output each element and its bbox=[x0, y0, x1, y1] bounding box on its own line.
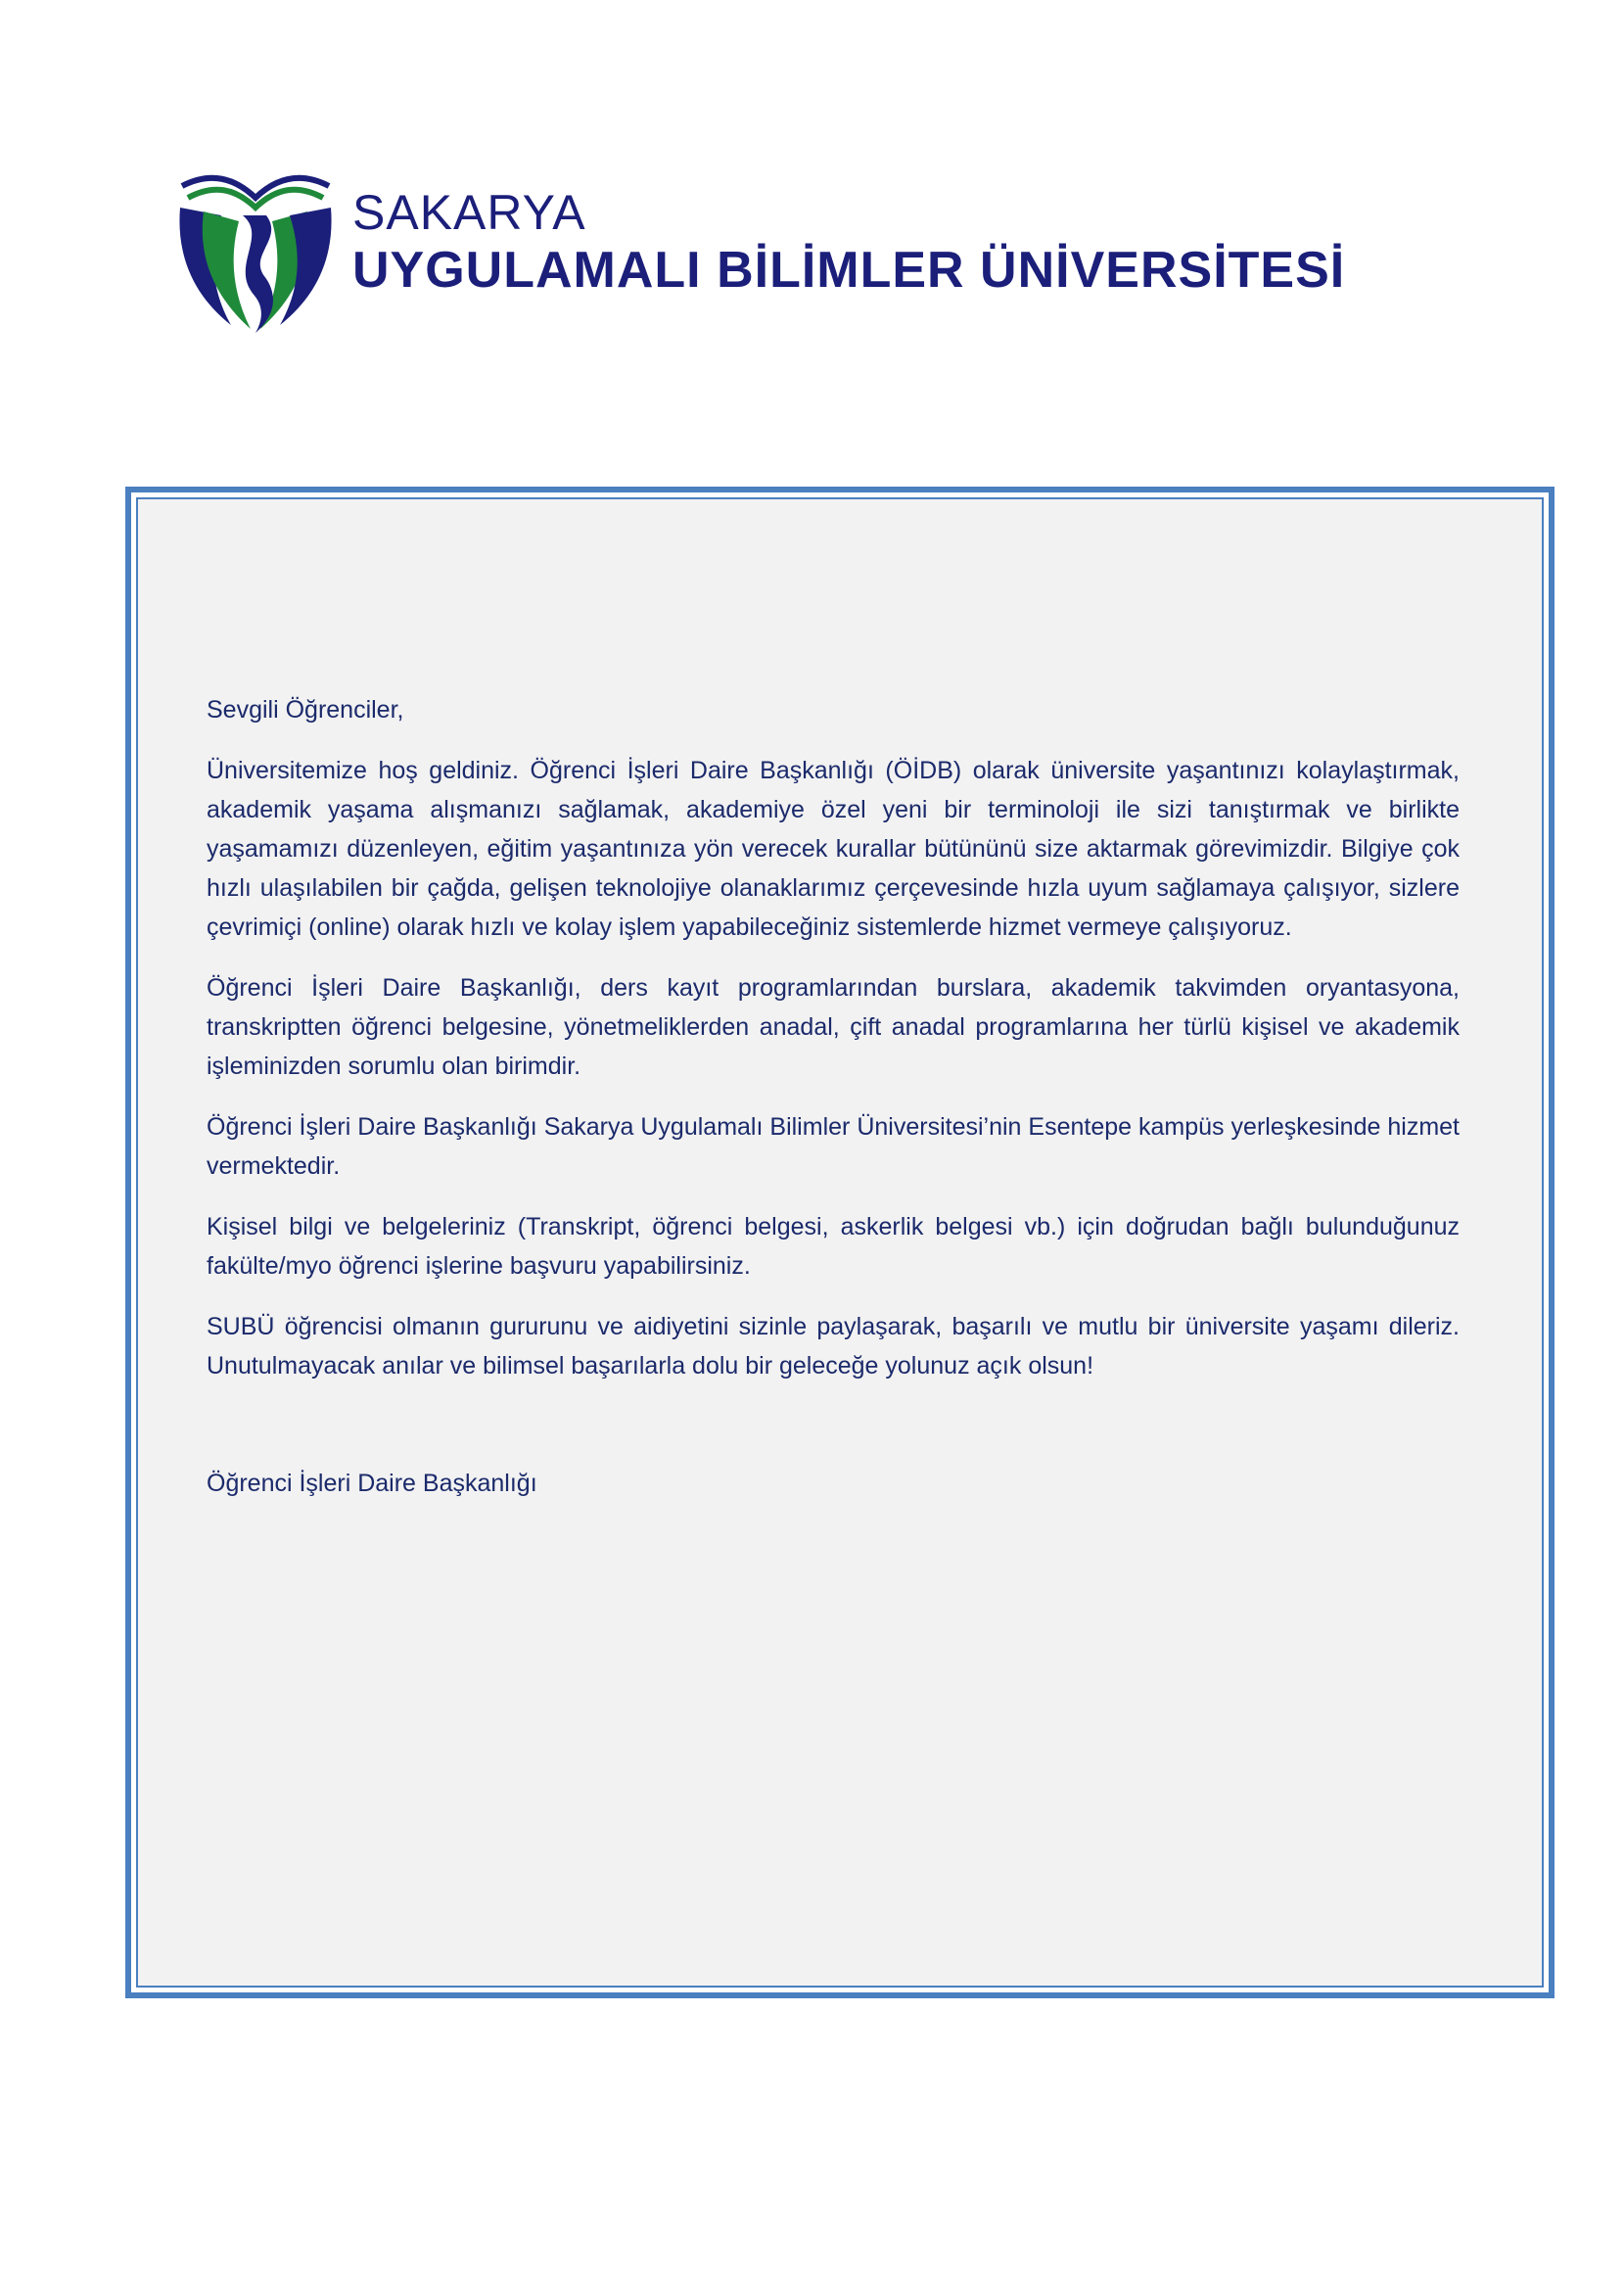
letter-paragraph: SUBÜ öğrencisi olmanın gururunu ve aidiyetini sizinle paylaşarak, başarılı ve mutlu bir üniversite yaşamı dileriz. Unutulmayacak anılar ve bilimsel başarılarla dolu bir geleceğe yolunuz açık olsun! bbox=[207, 1313, 1460, 1380]
letter-paragraph: Öğrenci İşleri Daire Başkanlığı Sakarya Uygulamalı Bilimler Üniversitesi’nin Esentepe kampüs yerleşkesinde hizmet vermektedir. bbox=[207, 1113, 1460, 1180]
letter-paragraph: Öğrenci İşleri Daire Başkanlığı, ders kayıt programlarından burslara, akademik takvimden oryantasyona, transkriptten öğrenci belgesine, yönetmeliklerden anadal, çift anadal programlarına her türlü kişisel ve akademik işleminizden sorumlu olan birimdir. bbox=[207, 974, 1460, 1080]
logo-text-university-name: UYGULAMALI BİLİMLER ÜNİVERSİTESİ bbox=[352, 242, 1346, 299]
letter-body bbox=[207, 690, 1460, 1524]
university-logo-icon bbox=[174, 168, 337, 335]
university-header bbox=[174, 168, 1466, 345]
letter-paragraph: Kişisel bilgi ve belgeleriniz (Transkript, öğrenci belgesi, askerlik belgesi vb.) için doğrudan bağlı bulunduğunuz fakülte/myo öğrenci işlerine başvuru yapabilirsiniz. bbox=[207, 1213, 1460, 1280]
letter-panel bbox=[136, 497, 1544, 1988]
logo-text-sakarya: SAKARYA bbox=[352, 185, 586, 240]
letter-salutation: Sevgili Öğrenciler, bbox=[207, 696, 404, 724]
letter-signature: Öğrenci İşleri Daire Başkanlığı bbox=[207, 1470, 537, 1497]
letter-frame bbox=[125, 487, 1554, 1998]
letter-paragraph: Üniversitemize hoş geldiniz. Öğrenci İşleri Daire Başkanlığı (ÖİDB) olarak üniversite yaşantınızı kolaylaştırmak, akademik yaşama alışmanızı sağlamak, akademiye özel yeni bir terminoloji ile sizi tanıştırmak ve birlikte yaşamamızı düzenleyen, eğitim yaşantınıza yön verecek kurallar bütününü size aktarmak görevimizdir. Bilgiye çok hızlı ulaşılabilen bir çağda, gelişen teknolojiye olanaklarımız çerçevesinde hızla uyum sağlamaya çalışıyor, sizlere çevrimiçi (online) olarak hızlı ve kolay işlem yapabileceğiniz sistemlerde hizmet vermeye çalışıyoruz. bbox=[207, 757, 1460, 941]
